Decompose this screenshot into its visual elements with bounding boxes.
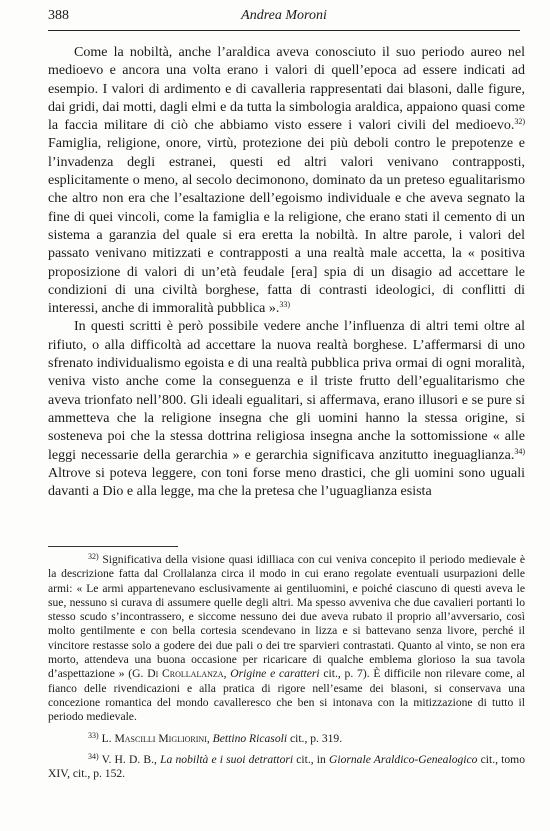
footnote-number: 32) [88, 552, 99, 561]
footnote-title: La nobiltà e i suoi detrattori [160, 752, 294, 766]
footnote-journal: Giornale Araldico-Genealogico [328, 752, 478, 766]
footnote-title: Bettino Ricasoli [212, 731, 288, 745]
footnote-text: V. H. D. B., [101, 752, 161, 766]
footnote-number: 33) [88, 730, 99, 740]
paragraph-text: Famiglia, religione, onore, virtù, protezione dei più deboli contro le prepotenze e l’invadenza degli estranei, questi ed altri valori venivano contrapposti, esplicitamente o meno, al secolo decimonono, dominato da un preteso egualitarismo che altro non era che l’esaltazione dell’egoismo individuale e che aveva segnato la fine di quei vincoli, come la famiglia e la religione, che erano stati il cemento di un sistema a garanzia del quale si era eretta la nobiltà. In altre parole, i valori del passato venivano mitizzati e contrapposti a una realtà male accetta, la « positiva proposizione di valori di un’età feudale [era] spia di un disagio ad accettare le condizioni di una civiltà borghese, fatta di contrasti ideologici, di conflitti di interessi, anche di immoralità pubblica ». [48, 136, 525, 317]
footnote-author: Mascilli Migliorini [114, 731, 207, 745]
paragraph-text: Come la nobiltà, anche l’araldica aveva conosciuto il suo periodo aureo nel medioevo e ancora una volta erano i valori di quell’epoca ad essere indicati ad esempio. I valori di ardimento e di cavalleria rappresentati dai blasoni, dalle figure, dai gridi, dai motti, dagli elmi e da tutta la simbologia araldica, appaiono quasi come la faccia militare di ciò che abbiamo visto essere i valori civili del medioevo. [48, 45, 525, 134]
paragraph-text: In questi scritti è però possibile vedere anche l’influenza di altri temi oltre al rifiuto, o alla difficoltà ad accettare la nuova realtà borghese. L’affermarsi di uno sfrenato individualismo egoista e di una realtà pubblica priva ormai di ogni moralità, veniva visto anche come la conseguenza e il triste frutto dell’egualitarismo che aveva trionfato nell’800. Gli ideali egualitari, si affermava, erano illusori e se pure si ammetteva che la religione insegna che gli uomini hanno la stessa origine, si sosteneva poi che la stessa dottrina religiosa insegna anche la sottomissione « alle leggi necessarie della gerarchia » e gerarchia significava anzitutto ineguaglianza. [48, 319, 525, 463]
running-header [48, 8, 520, 31]
footnote-number: 34) [88, 751, 99, 761]
footnote-text: , [206, 731, 213, 745]
footnote-ref: 34) [514, 446, 525, 456]
footnote-text: cit., p. 7). È difficile non rilevare come, al fianco delle rivendicazioni e alla pratica di rigore nell’esame dei blasoni, si conservava una concezione romantica del mondo cavalleresco che ben si intonava con la mitizzazione di tutto il periodo medievale. [48, 667, 526, 724]
footnote-34 [48, 753, 525, 782]
running-title: Andrea Moroni [241, 8, 327, 23]
main-text [48, 44, 525, 501]
footnote-33 [48, 732, 525, 746]
footnote-text: Significativa della visione quasi idilliaca con cui veniva concepito il periodo medievale è la descrizione fatta dal Crollalanza circa il modo in cui erano regolate eventuali usurpazioni delle armi: « Le armi appartenevano esclusivamente ai gentiluomini, e poiché ciascuno di questi aveva le sue, nessuno si curava di assumere quelle degli altri. Ma spesso avveniva che due cavalieri portanti lo stesso scudo s’incontrassero, e siccome nessuno dei due aveva rubato il proprio all’avversario, così molto gentilmente e con bella cortesia scendevano in lizza e si battevano senza livore, perché il vincitore restasse solo a godere dei due pali o dei tre sparvieri contrastati. Quanto al vinto, se non era morto, attendeva una buona occasione per ricaricare di qualche emblema glorioso la sua tavola d’aspettazione » (G. [48, 553, 525, 681]
footnote-separator [48, 546, 178, 547]
footnote-text: cit., p. 319. [287, 731, 343, 745]
footnote-text: , [223, 667, 231, 681]
paragraph-text: Altrove si poteva leggere, con toni forse meno drastici, che gli uomini sono uguali davanti a Dio e alla legge, ma che la pretesa che l’uguaglianza esista [48, 465, 525, 500]
footnote-32 [48, 553, 525, 725]
footnote-title: Origine e caratteri [230, 667, 320, 681]
paragraph [48, 44, 525, 318]
footnote-author: Di Crollalanza [147, 667, 224, 681]
footnote-text: cit., in [293, 752, 329, 766]
footnotes [48, 553, 525, 788]
footnote-ref: 32) [514, 117, 525, 127]
footnote-text: L. [101, 731, 115, 745]
paragraph [48, 318, 525, 501]
footnote-ref: 33) [279, 300, 290, 310]
page-number: 388 [48, 8, 69, 23]
footnote-text: cit., tomo XIV, cit., p. 152. [48, 752, 525, 781]
